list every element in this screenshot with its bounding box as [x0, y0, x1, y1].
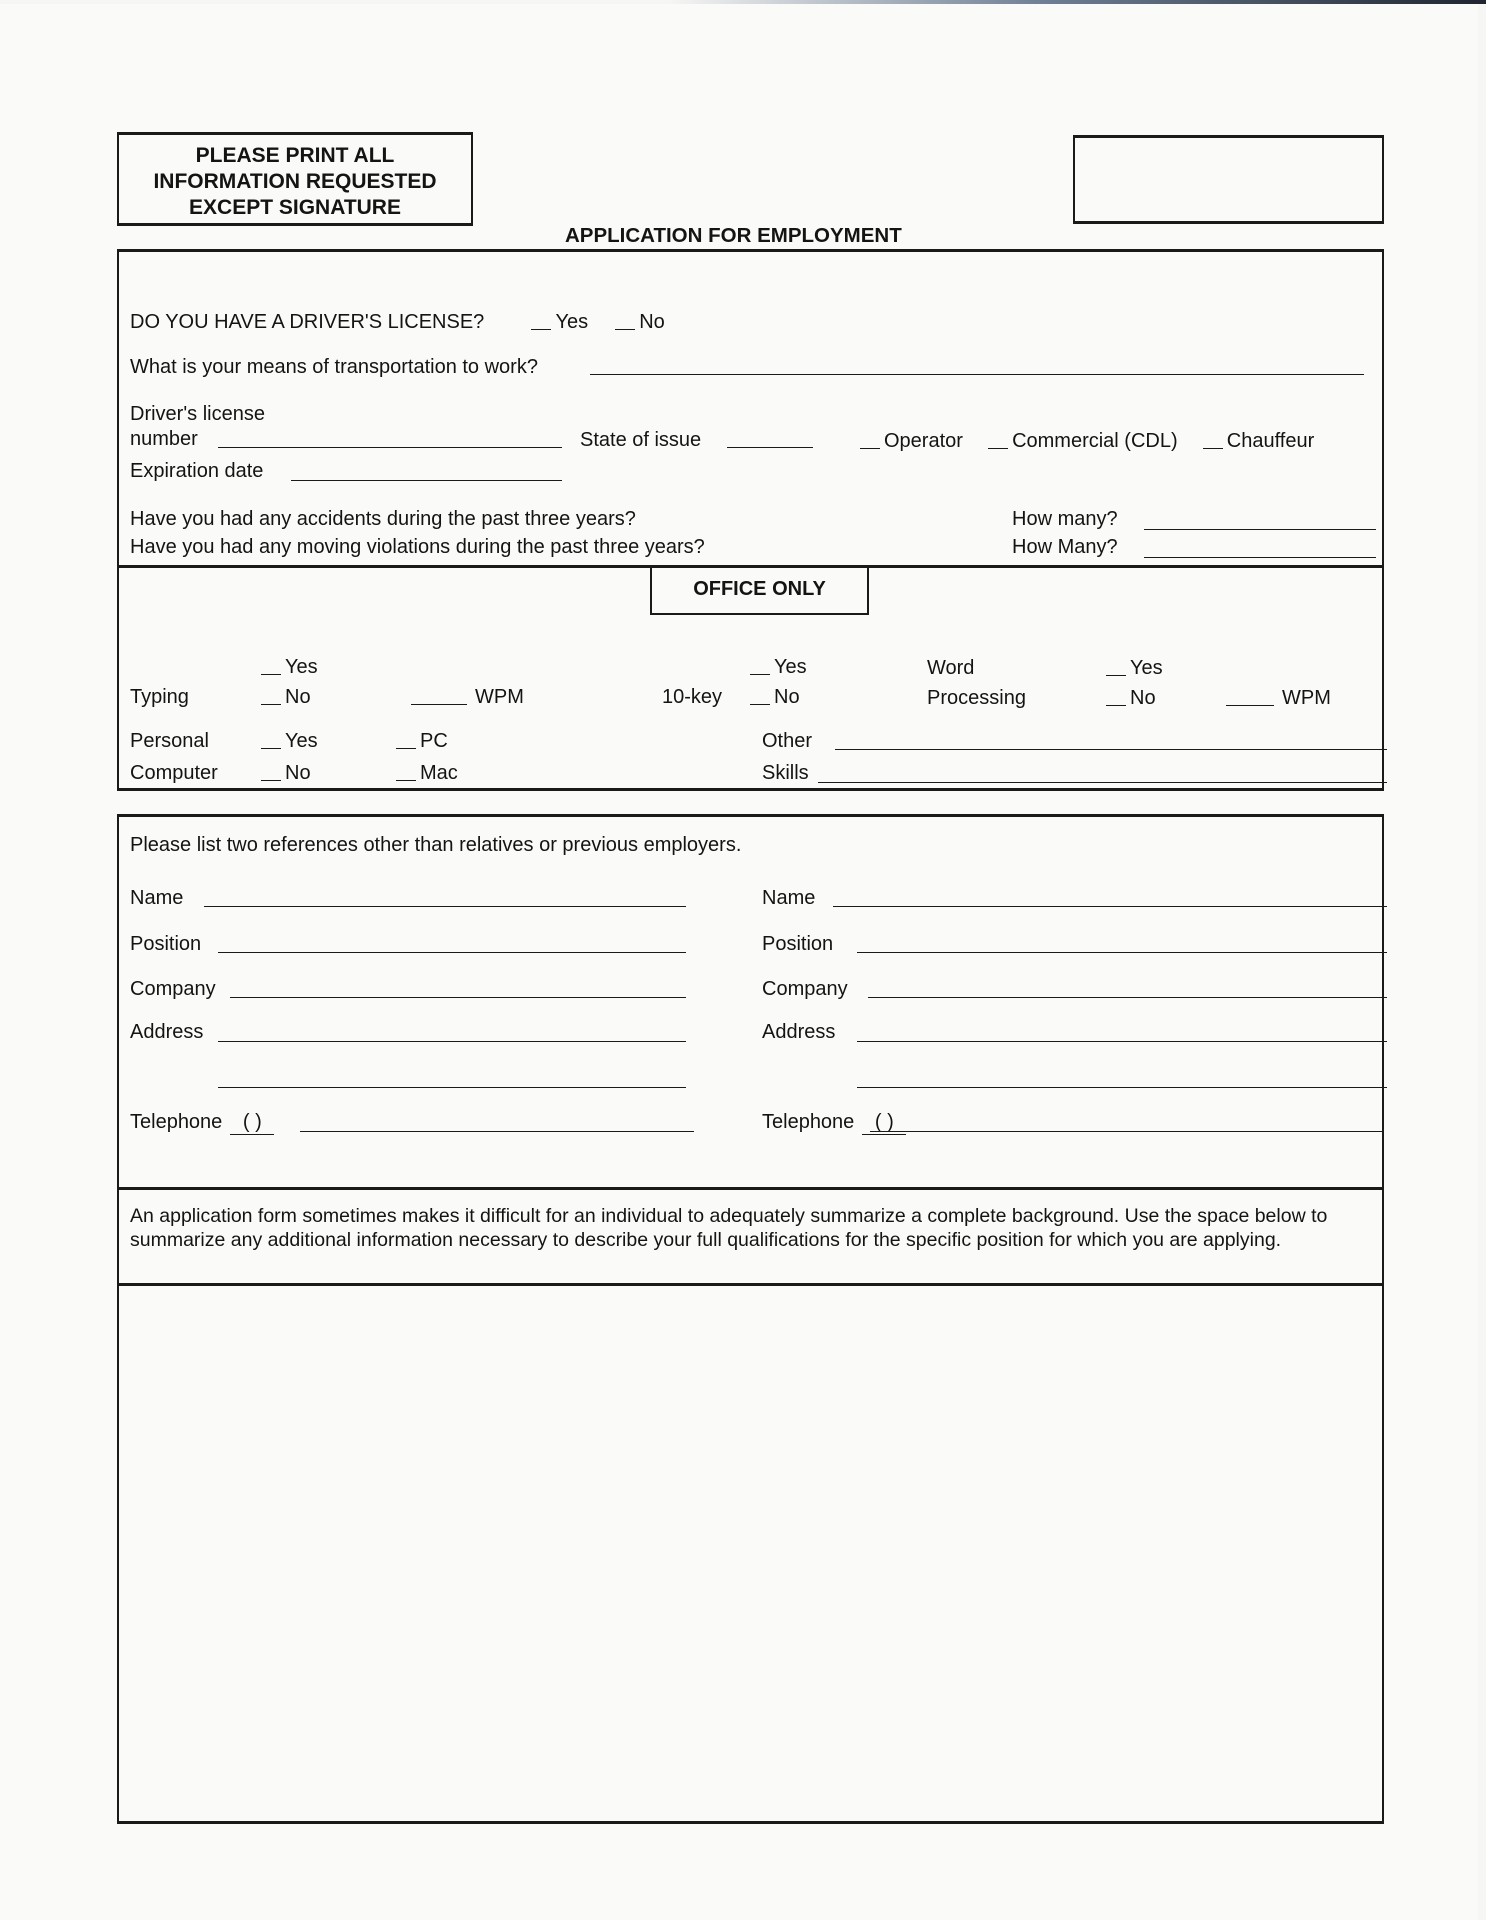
ref2-company-label: Company — [762, 978, 848, 1000]
state-of-issue-label: State of issue — [580, 429, 702, 451]
state-of-issue-input[interactable] — [727, 447, 813, 448]
other-skills-label-2: Skills — [762, 762, 809, 784]
pc-type-mac: Mac — [396, 761, 458, 785]
ref2-address-input-1[interactable] — [857, 1041, 1387, 1042]
wp-yes: Yes — [1106, 656, 1163, 680]
license-no-checkbox[interactable] — [615, 313, 635, 330]
form-page — [0, 4, 1478, 1920]
pc-yes-checkbox[interactable] — [261, 732, 281, 749]
notice-box — [117, 132, 473, 226]
pc-yes: Yes — [261, 729, 318, 753]
expiration-input[interactable] — [291, 480, 562, 481]
tenkey-label: 10-key — [662, 686, 723, 708]
operator-checkbox[interactable] — [860, 432, 880, 449]
typing-wpm-input[interactable] — [411, 688, 467, 705]
references-instructions: Please list two references other than relatives or previous employers. — [130, 834, 742, 856]
transportation-input[interactable] — [590, 374, 1364, 375]
pc-no: No — [261, 761, 311, 785]
typing-no-checkbox[interactable] — [261, 688, 281, 705]
tenkey-no-checkbox[interactable] — [750, 688, 770, 705]
other-skills-label-1: Other — [762, 730, 813, 752]
ref2-telephone-label: Telephone ( ) — [762, 1110, 906, 1135]
chauffeur-checkbox[interactable] — [1203, 432, 1223, 449]
page-title: APPLICATION FOR EMPLOYMENT — [565, 224, 902, 247]
wp-wpm: WPM — [1226, 686, 1331, 710]
ref1-address-input-2[interactable] — [218, 1087, 686, 1088]
violations-question: Have you had any moving violations during the past three years? — [130, 536, 705, 558]
ref1-name-input[interactable] — [204, 906, 686, 907]
accidents-count-label: How many? — [1012, 508, 1118, 530]
other-skills-input-1[interactable] — [835, 749, 1387, 750]
ref2-address-label: Address — [762, 1021, 836, 1043]
office-use-box[interactable] — [1073, 135, 1384, 224]
summary-bottom-divider — [117, 1283, 1384, 1286]
tenkey-yes: Yes — [750, 655, 807, 679]
license-question: DO YOU HAVE A DRIVER'S LICENSE? Yes No — [130, 311, 665, 333]
other-skills-input-2[interactable] — [818, 782, 1387, 783]
wp-wpm-input[interactable] — [1226, 689, 1274, 706]
summary-top-divider — [117, 1187, 1384, 1190]
ref2-telephone-input[interactable] — [870, 1131, 1384, 1132]
typing-yes: Yes — [261, 655, 318, 679]
license-number-input[interactable] — [218, 447, 562, 448]
wp-no-checkbox[interactable] — [1106, 689, 1126, 706]
ref2-position-label: Position — [762, 933, 834, 955]
wp-label-1: Word — [927, 657, 975, 679]
license-number-label-2: number — [130, 428, 198, 450]
pc-label-1: Personal — [130, 730, 209, 752]
cdl-checkbox[interactable] — [988, 432, 1008, 449]
ref1-company-label: Company — [130, 978, 216, 1000]
wp-label-2: Processing — [927, 687, 1026, 709]
ref1-company-input[interactable] — [230, 997, 686, 998]
office-only-label: OFFICE ONLY — [693, 578, 826, 600]
pc-no-checkbox[interactable] — [261, 764, 281, 781]
ref1-name-label: Name — [130, 887, 184, 909]
ref1-position-input[interactable] — [218, 952, 686, 953]
office-only-tab — [650, 566, 869, 615]
accidents-count-input[interactable] — [1144, 529, 1376, 530]
ref2-address-input-2[interactable] — [857, 1087, 1387, 1088]
violations-count-input[interactable] — [1144, 557, 1376, 558]
license-type-options: Operator Commercial (CDL) Chauffeur — [860, 429, 1314, 453]
typing-label: Typing — [130, 686, 189, 708]
tenkey-yes-checkbox[interactable] — [750, 658, 770, 675]
license-yes-checkbox[interactable] — [531, 313, 551, 330]
notice-line-3: EXCEPT SIGNATURE — [189, 196, 401, 219]
notice-line-1: PLEASE PRINT ALL — [195, 144, 395, 167]
ref2-name-input[interactable] — [833, 906, 1387, 907]
ref2-area-code[interactable]: ( ) — [862, 1110, 906, 1135]
ref1-address-label: Address — [130, 1021, 204, 1043]
ref2-name-label: Name — [762, 887, 816, 909]
tenkey-no: No — [750, 685, 800, 709]
ref1-telephone-input[interactable] — [300, 1131, 694, 1132]
pc-type-mac-checkbox[interactable] — [396, 764, 416, 781]
pc-label-2: Computer — [130, 762, 218, 784]
ref1-telephone-label: Telephone ( ) — [130, 1110, 274, 1135]
summary-instructions: An application form sometimes makes it difficult for an individual to adequately summarize a complete background. Use the space below to summarize any additional information necessary to describe your full qualifications for the specific position for which you are applying. — [130, 1205, 1328, 1251]
violations-count-label: How Many? — [1012, 536, 1118, 558]
ref1-position-label: Position — [130, 933, 202, 955]
license-number-label-1: Driver's license — [130, 403, 265, 425]
ref1-address-input-1[interactable] — [218, 1041, 686, 1042]
summary-textarea[interactable] — [120, 1287, 1380, 1819]
typing-wpm: WPM — [411, 685, 524, 709]
typing-no: No — [261, 685, 311, 709]
transportation-label: What is your means of transportation to work? — [130, 356, 538, 378]
ref1-area-code[interactable]: ( ) — [230, 1110, 274, 1135]
wp-no: No — [1106, 686, 1156, 710]
pc-type-pc: PC — [396, 729, 448, 753]
ref2-company-input[interactable] — [868, 997, 1387, 998]
notice-line-2: INFORMATION REQUESTED — [153, 170, 437, 193]
pc-type-pc-checkbox[interactable] — [396, 732, 416, 749]
expiration-label: Expiration date — [130, 460, 264, 482]
accidents-question: Have you had any accidents during the past three years? — [130, 508, 636, 530]
wp-yes-checkbox[interactable] — [1106, 659, 1126, 676]
ref2-position-input[interactable] — [857, 952, 1387, 953]
typing-yes-checkbox[interactable] — [261, 658, 281, 675]
